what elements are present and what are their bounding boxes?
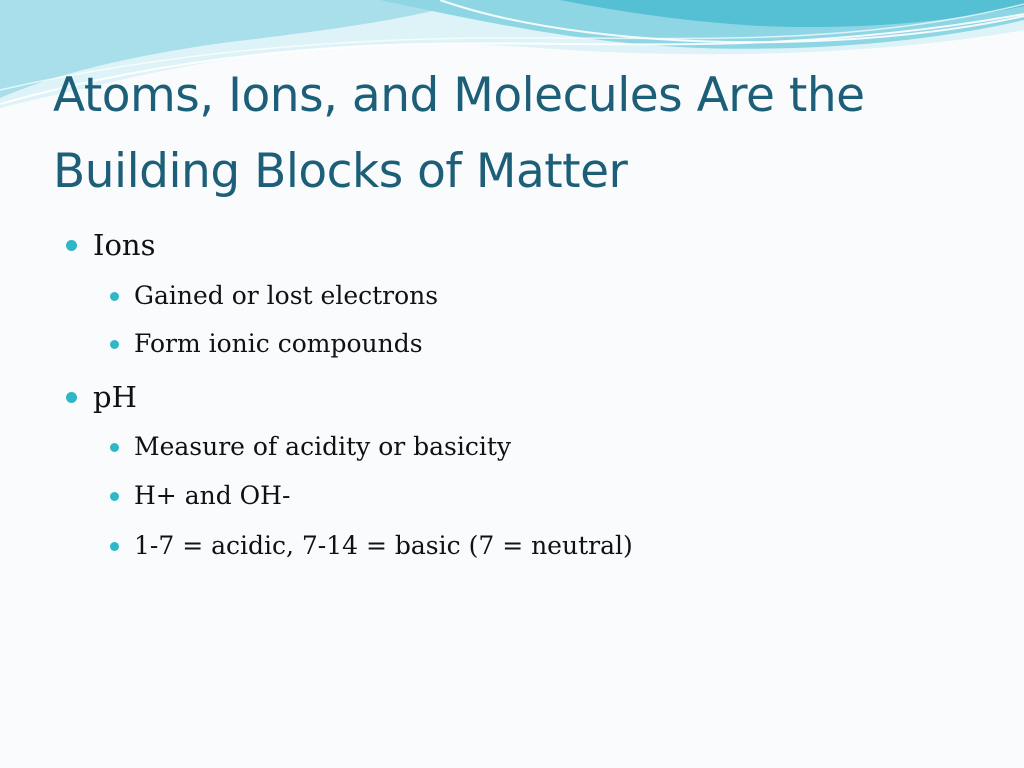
bullet-text: Ions xyxy=(93,228,156,262)
bullet-text: H+ and OH- xyxy=(134,481,291,510)
subbullet-h-oh xyxy=(134,481,290,511)
slide-title-line-2: Building Blocks of Matter xyxy=(53,144,628,199)
bullet-dot-icon xyxy=(110,542,119,551)
bullet-dot-icon xyxy=(110,443,119,452)
bullet-ions xyxy=(93,228,155,262)
bullet-text: 1-7 = acidic, 7-14 = basic (7 = neutral) xyxy=(134,531,633,560)
bullet-text: Measure of acidity or basicity xyxy=(134,432,512,461)
bullet-text: Form ionic compounds xyxy=(134,329,423,358)
bullet-dot-icon xyxy=(110,492,119,501)
bullet-dot-icon xyxy=(110,292,119,301)
subbullet-acidity xyxy=(134,432,511,462)
subbullet-ph-scale xyxy=(134,531,633,561)
bullet-dot-icon xyxy=(66,392,77,403)
bullet-text: pH xyxy=(93,380,137,414)
subbullet-gained-lost xyxy=(134,281,438,311)
subbullet-ionic-compounds xyxy=(134,329,423,359)
bullet-dot-icon xyxy=(110,340,119,349)
bullet-ph xyxy=(93,380,137,414)
bullet-dot-icon xyxy=(66,240,77,251)
slide-title-line-1: Atoms, Ions, and Molecules Are the xyxy=(53,68,865,123)
bullet-text: Gained or lost electrons xyxy=(134,281,439,310)
